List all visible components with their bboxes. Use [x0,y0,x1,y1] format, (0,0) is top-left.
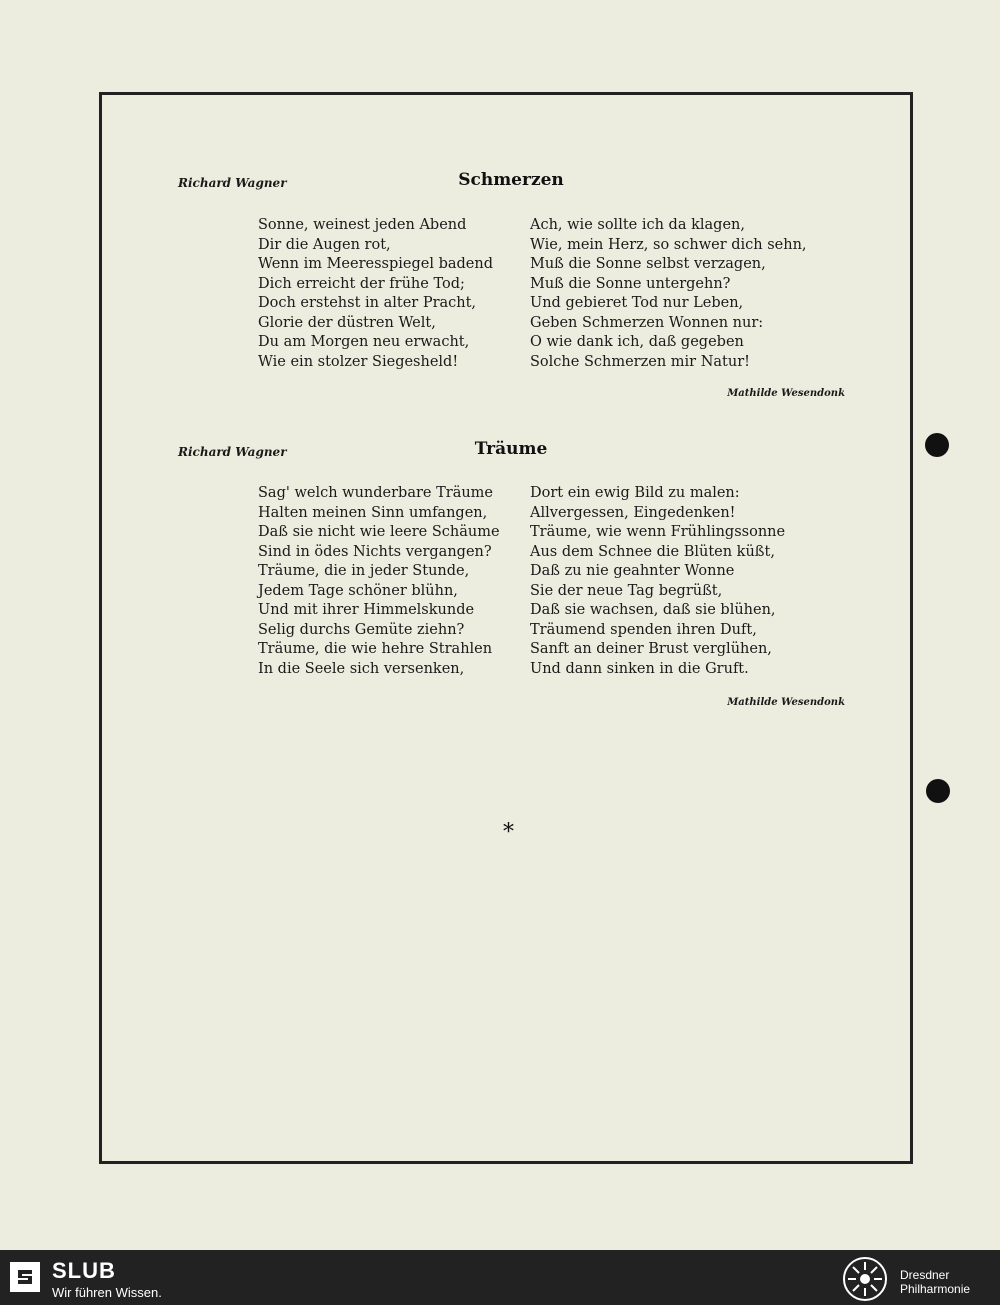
poem1-poet: Mathilde Wesendonk [727,388,845,399]
poem-line: Daß sie nicht wie leere Schäume [258,524,500,540]
poem-line: Und dann sinken in die Gruft. [530,660,749,677]
poem-line: Dir die Augen rot, [258,236,391,253]
slub-logo-icon [10,1262,40,1292]
poem-line: Sie der neue Tag begrüßt, [530,582,723,599]
poem2-right-stanza [530,484,785,679]
poem-line: Träume, wie wenn Frühlingssonne [530,524,786,540]
poem-line: Daß sie wachsen, daß sie blühen, [530,602,776,618]
poem1-left-stanza [258,216,493,372]
poem-line: Sonne, weinest jeden Abend [258,217,467,233]
poem-line: Und mit ihrer Himmelskunde [258,602,475,618]
poem1-title: Schmerzen [458,170,564,190]
poem-line: Sind in ödes Nichts vergangen? [258,543,492,560]
poem-line: Träume, die in jeder Stunde, [258,563,470,579]
punch-hole-bottom [926,779,950,803]
poem2-poet: Mathilde Wesendonk [727,697,845,708]
punch-hole-top [925,433,949,457]
poem2-composer: Richard Wagner [178,445,287,459]
section-separator: * [503,820,514,845]
poem-line: Doch erstehst in alter Pracht, [258,295,477,311]
poem-line: Dort ein ewig Bild zu malen: [530,485,740,501]
poem2-title: Träume [474,439,548,459]
poem-line: Muß die Sonne selbst verzagen, [530,256,766,272]
poem-line: Sanft an deiner Brust verglühen, [530,641,772,657]
partner-name-line1: Dresdner [900,1268,950,1282]
partner-name [900,1268,970,1296]
poem-line: O wie dank ich, daß gegeben [530,334,744,350]
partner-name-line2: Philharmonie [900,1282,971,1296]
poem-line: Jedem Tage schöner blühn, [258,582,458,599]
poem-line: Selig durchs Gemüte ziehn? [258,621,465,638]
poem-line: Wie, mein Herz, so schwer dich sehn, [530,236,807,253]
poem-line: Allvergessen, Eingedenken! [530,504,736,521]
poem-line: Aus dem Schnee die Blüten küßt, [530,543,775,560]
poem-line: Ach, wie sollte ich da klagen, [530,217,745,233]
poem-line: Wenn im Meeresspiegel badend [258,256,494,272]
poem-line: Muß die Sonne untergehn? [530,275,731,292]
poem-line: Träumend spenden ihren Duft, [530,621,757,638]
poem-line: Sag' welch wunderbare Träume [258,485,494,501]
poem-line: Und gebieret Tod nur Leben, [530,295,744,311]
poem-line: Träume, die wie hehre Strahlen [258,641,493,657]
poem1-right-stanza [530,216,807,372]
library-name: SLUB [52,1258,116,1283]
poem-line: In die Seele sich versenken, [258,660,465,677]
poem2-left-stanza [258,484,500,679]
poem-line: Halten meinen Sinn umfangen, [258,504,488,521]
poem-line: Du am Morgen neu erwacht, [258,334,470,350]
library-tagline: Wir führen Wissen. [52,1285,162,1300]
poem-line: Glorie der düstren Welt, [258,314,436,331]
dresdner-philharmonie-logo-icon [842,1256,888,1302]
poem-line: Wie ein stolzer Siegesheld! [258,353,459,370]
poem-line: Solche Schmerzen mir Natur! [530,353,750,370]
poem-line: Daß zu nie geahnter Wonne [530,563,735,579]
poem-line: Geben Schmerzen Wonnen nur: [530,314,764,331]
poem-line: Dich erreicht der frühe Tod; [258,275,465,292]
poem1-composer: Richard Wagner [178,176,287,190]
